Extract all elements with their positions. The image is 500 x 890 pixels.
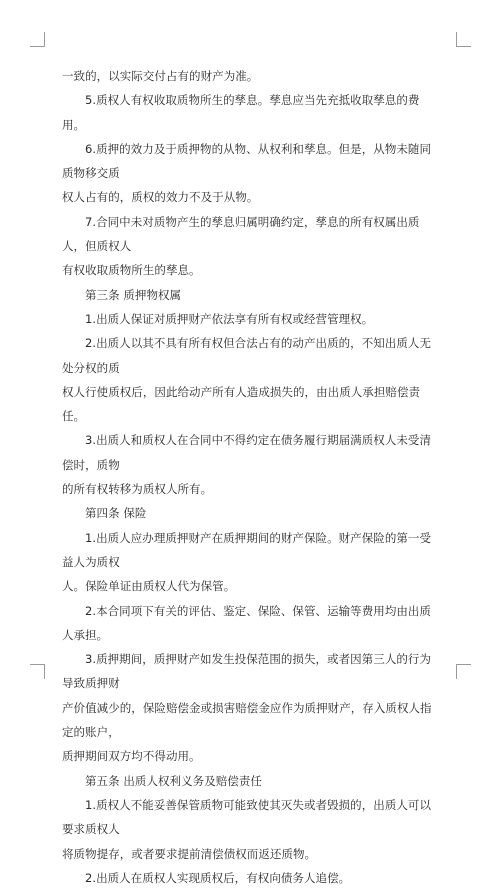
- text-line: 1.质权人不能妥善保管质物可能致使其灭失或者毁损的，出质人可以要求质权人: [62, 797, 432, 837]
- section-heading: 第四条 保险: [85, 506, 147, 521]
- text-line: 一致的，以实际交付占有的财产为准。: [62, 69, 259, 83]
- text-line: 将质物提存，或者要求提前清偿债权而返还质物。: [62, 846, 317, 861]
- text-line: 产价值减少的，保险赔偿金或损害赔偿金应作为质押财产，存入质权人指定的账户，: [62, 700, 432, 740]
- text-line: 权人行使质权后，因此给动产所有人造成损失的，由出质人承担赔偿责任。: [62, 384, 421, 424]
- text-line: 7.合同中未对质物产生的孳息归属明确约定，孳息的所有权属出质人，但质权人: [62, 214, 420, 254]
- text-line: 2.本合同项下有关的评估、鉴定、保险、保管、运输等费用均由出质人承担。: [62, 603, 432, 642]
- text-line: 2.出质人以其不具有所有权但合法占有的动产出质的，不知出质人无处分权的质: [62, 336, 432, 375]
- text-line: 1.出质人保证对质押财产依法享有所有权或经营管理权。: [85, 311, 374, 326]
- text-line: 1.出质人应办理质押财产在质押期间的财产保险。财产保险的第一受益人为质权: [62, 530, 432, 569]
- crop-mark-top-left: [30, 32, 45, 47]
- text-line: 3.出质人和质权人在合同中不得约定在债务履行期届满质权人未受清偿时，质物: [62, 433, 432, 472]
- text-line: 2.出质人在质权人实现质权后，有权向债务人追偿。: [85, 870, 351, 885]
- text-line: 人。保险单证由质权人代为保管。: [62, 579, 236, 594]
- text-line: 6.质押的效力及于质押物的从物、从权利和孳息。但是，从物未随同质物移交质: [62, 141, 432, 181]
- section-heading: 第三条 质押物权属: [85, 287, 182, 302]
- text-line: 5.质权人有权收取质物所生的孳息。孳息应当先充抵收取孳息的费用。: [62, 93, 420, 132]
- text-line: 的所有权转移为质权人所有。: [62, 482, 213, 497]
- crop-mark-bottom-left: [30, 664, 45, 679]
- crop-mark-bottom-right: [456, 664, 471, 679]
- document-body: [62, 64, 442, 890]
- text-line: 有权收取质物所生的孳息。: [62, 263, 201, 278]
- section-heading: 第五条 出质人权利义务及赔偿责任: [85, 773, 262, 788]
- text-line: 3.质押期间，质押财产如发生投保范围的损失，或者因第三人的行为导致质押财: [62, 652, 432, 691]
- text-line: 权人占有的，质权的效力不及于从物。: [62, 190, 259, 205]
- text-line: 质押期间双方均不得动用。: [62, 749, 201, 764]
- crop-mark-top-right: [456, 32, 471, 47]
